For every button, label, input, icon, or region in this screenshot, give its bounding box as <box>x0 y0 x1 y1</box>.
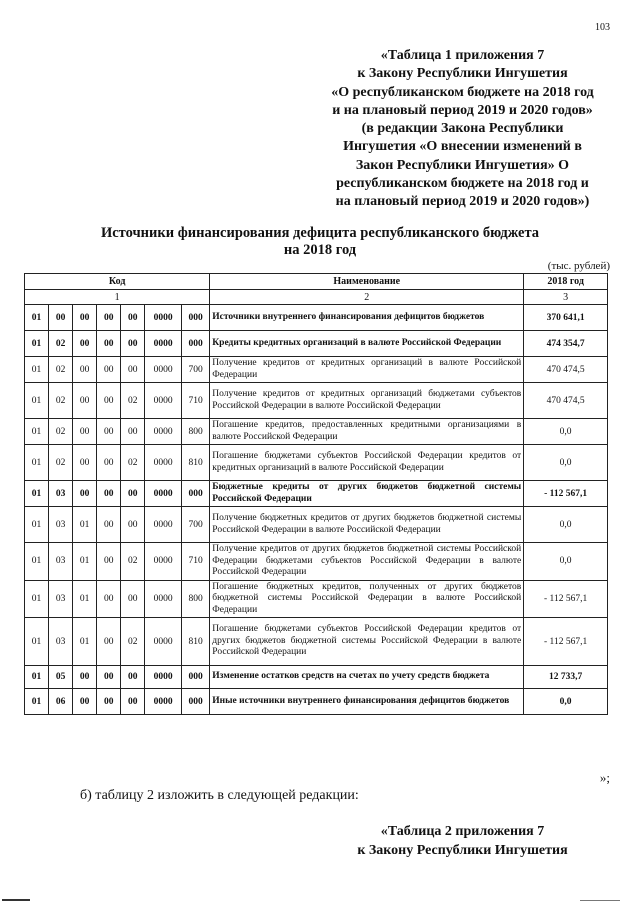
next-table-header-line: «Таблица 2 приложения 7 <box>380 824 545 839</box>
code-segment-cell: 00 <box>73 666 97 689</box>
code-segment-cell: 00 <box>97 666 121 689</box>
code-segment-cell: 01 <box>25 383 49 419</box>
code-segment-cell: 00 <box>73 331 97 357</box>
units-label: (тыс. рублей) <box>547 260 610 272</box>
row-name-cell: Источники внутреннего финансирования дефицитов бюджетов <box>210 305 524 331</box>
code-segment-cell: 00 <box>121 689 145 715</box>
code-segment-cell: 0000 <box>145 666 182 689</box>
code-segment-cell: 01 <box>25 689 49 715</box>
code-segment-cell: 00 <box>121 666 145 689</box>
scan-edge-mark <box>580 900 620 901</box>
column-number: 3 <box>524 290 608 305</box>
code-segment-cell: 00 <box>121 507 145 543</box>
code-segment-cell: 01 <box>25 618 49 666</box>
row-value-cell: - 112 567,1 <box>524 618 608 666</box>
code-segment-cell: 01 <box>25 445 49 481</box>
code-segment-cell: 00 <box>73 419 97 445</box>
code-segment-cell: 0000 <box>145 419 182 445</box>
code-segment-cell: 02 <box>49 383 73 419</box>
row-name-cell: Получение кредитов от других бюджетов бюджетной системы Российской Федерации бюджетами субъектов Российской Федерации в валюте Российской Федерации <box>210 543 524 581</box>
code-segment-cell: 01 <box>25 507 49 543</box>
code-segment-cell: 00 <box>121 305 145 331</box>
code-segment-cell: 810 <box>181 618 209 666</box>
table-row <box>25 445 608 481</box>
table-row <box>25 331 608 357</box>
row-name-cell: Получение кредитов от кредитных организаций в валюте Российской Федерации <box>210 357 524 383</box>
row-value-cell: 0,0 <box>524 507 608 543</box>
code-segment-cell: 02 <box>121 618 145 666</box>
code-segment-cell: 03 <box>49 507 73 543</box>
code-segment-cell: 00 <box>73 481 97 507</box>
row-value-cell: - 112 567,1 <box>524 481 608 507</box>
annex-header-line: республиканском бюджете на 2018 год и <box>336 176 589 192</box>
table-row <box>25 689 608 715</box>
annex-header-line: «О республиканском бюджете на 2018 год <box>331 84 594 100</box>
code-segment-cell: 0000 <box>145 331 182 357</box>
code-segment-cell: 01 <box>73 543 97 581</box>
code-segment-cell: 02 <box>121 543 145 581</box>
code-segment-cell: 800 <box>181 580 209 618</box>
annex-header-line: на плановый период 2019 и 2020 годов») <box>335 194 590 210</box>
row-name-cell: Погашение бюджетами субъектов Российской Федерации кредитов от других бюджетов бюджетной системы Российской Федерации в валюте Российской Федерации <box>210 618 524 666</box>
table-title-line: Источники финансирования дефицита республиканского бюджета <box>100 225 540 241</box>
code-segment-cell: 01 <box>25 481 49 507</box>
code-segment-cell: 000 <box>181 666 209 689</box>
code-segment-cell: 00 <box>73 357 97 383</box>
code-segment-cell: 02 <box>49 445 73 481</box>
row-name-cell: Получение бюджетных кредитов от других бюджетов бюджетной системы Российской Федерации в валюте Российской Федерации <box>210 507 524 543</box>
annex-header-line: «Таблица 1 приложения 7 <box>380 48 545 63</box>
code-segment-cell: 000 <box>181 689 209 715</box>
next-table-header-line: к Закону Республики Ингушетия <box>357 842 568 858</box>
code-segment-cell: 000 <box>181 305 209 331</box>
code-segment-cell: 0000 <box>145 383 182 419</box>
code-segment-cell: 01 <box>73 618 97 666</box>
code-segment-cell: 01 <box>73 580 97 618</box>
row-name-cell: Погашение кредитов, предоставленных кредитными организациями в валюте Российской Федерации <box>210 419 524 445</box>
row-value-cell: - 112 567,1 <box>524 580 608 618</box>
row-name-cell: Иные источники внутреннего финансирования дефицитов бюджетов <box>210 689 524 715</box>
column-number: 1 <box>25 290 210 305</box>
code-segment-cell: 01 <box>25 419 49 445</box>
code-segment-cell: 00 <box>97 507 121 543</box>
code-segment-cell: 02 <box>49 357 73 383</box>
row-value-cell: 370 641,1 <box>524 305 608 331</box>
code-segment-cell: 0000 <box>145 357 182 383</box>
code-segment-cell: 0000 <box>145 445 182 481</box>
code-segment-cell: 710 <box>181 543 209 581</box>
row-name-cell: Погашение бюджетами субъектов Российской Федерации кредитов от кредитных организаций в валюте Российской Федерации <box>210 445 524 481</box>
row-name-cell: Изменение остатков средств на счетах по учету средств бюджета <box>210 666 524 689</box>
table-title-line: на 2018 год <box>283 242 357 258</box>
code-segment-cell: 01 <box>25 580 49 618</box>
code-segment-cell: 710 <box>181 383 209 419</box>
code-segment-cell: 00 <box>121 357 145 383</box>
table-row <box>25 357 608 383</box>
body-text: б) таблицу 2 изложить в следующей редакции: <box>80 788 359 803</box>
table-row <box>25 305 608 331</box>
code-segment-cell: 03 <box>49 481 73 507</box>
code-segment-cell: 00 <box>97 419 121 445</box>
header-name: Наименование <box>210 274 524 290</box>
code-segment-cell: 000 <box>181 481 209 507</box>
table-row <box>25 383 608 419</box>
annex-header-line: к Закону Республики Ингушетия <box>357 66 568 82</box>
code-segment-cell: 00 <box>97 689 121 715</box>
financing-sources-table <box>24 273 608 715</box>
code-segment-cell: 06 <box>49 689 73 715</box>
table-body <box>25 305 608 715</box>
row-name-cell: Получение кредитов от кредитных организаций бюджетами субъектов Российской Федерации в валюте Российской Федерации <box>210 383 524 419</box>
code-segment-cell: 01 <box>25 357 49 383</box>
code-segment-cell: 00 <box>97 305 121 331</box>
code-segment-cell: 01 <box>25 305 49 331</box>
code-segment-cell: 01 <box>25 331 49 357</box>
code-segment-cell: 02 <box>49 419 73 445</box>
code-segment-cell: 0000 <box>145 689 182 715</box>
code-segment-cell: 03 <box>49 580 73 618</box>
annex-header-line: (в редакции Закона Республики <box>361 121 564 137</box>
next-table-header <box>340 823 585 860</box>
row-name-cell: Погашение бюджетных кредитов, полученных от других бюджетов бюджетной системы Российской Федерации в валюте Российской Федерации <box>210 580 524 618</box>
row-value-cell: 470 474,5 <box>524 383 608 419</box>
code-segment-cell: 00 <box>121 419 145 445</box>
page-number: 103 <box>595 22 610 33</box>
code-segment-cell: 02 <box>121 445 145 481</box>
row-name-cell: Кредиты кредитных организаций в валюте Российской Федерации <box>210 331 524 357</box>
table-closing-mark: »; <box>599 770 610 785</box>
code-segment-cell: 01 <box>25 666 49 689</box>
header-code: Код <box>25 274 210 290</box>
row-value-cell: 474 354,7 <box>524 331 608 357</box>
table-row <box>25 580 608 618</box>
code-segment-cell: 03 <box>49 543 73 581</box>
row-name-cell: Бюджетные кредиты от других бюджетов бюджетной системы Российской Федерации <box>210 481 524 507</box>
code-segment-cell: 0000 <box>145 580 182 618</box>
annex-header <box>300 47 625 212</box>
row-value-cell: 0,0 <box>524 689 608 715</box>
table-row <box>25 507 608 543</box>
annex-header-line: и на плановый период 2019 и 2020 годов» <box>332 102 593 118</box>
annex-header-line: Закон Республики Ингушетия» О <box>355 157 570 173</box>
row-value-cell: 0,0 <box>524 543 608 581</box>
code-segment-cell: 00 <box>73 305 97 331</box>
row-value-cell: 12 733,7 <box>524 666 608 689</box>
code-segment-cell: 0000 <box>145 481 182 507</box>
row-value-cell: 0,0 <box>524 445 608 481</box>
code-segment-cell: 00 <box>97 580 121 618</box>
code-segment-cell: 00 <box>97 357 121 383</box>
code-segment-cell: 00 <box>49 305 73 331</box>
table-row <box>25 543 608 581</box>
row-value-cell: 0,0 <box>524 419 608 445</box>
code-segment-cell: 000 <box>181 331 209 357</box>
code-segment-cell: 03 <box>49 618 73 666</box>
code-segment-cell: 0000 <box>145 305 182 331</box>
code-segment-cell: 00 <box>97 445 121 481</box>
code-segment-cell: 0000 <box>145 507 182 543</box>
code-segment-cell: 00 <box>97 383 121 419</box>
code-segment-cell: 01 <box>73 507 97 543</box>
column-number: 2 <box>210 290 524 305</box>
table-title <box>40 225 600 259</box>
code-segment-cell: 00 <box>73 689 97 715</box>
table-row <box>25 666 608 689</box>
table-row <box>25 618 608 666</box>
code-segment-cell: 00 <box>121 580 145 618</box>
code-segment-cell: 00 <box>73 445 97 481</box>
code-segment-cell: 0000 <box>145 618 182 666</box>
table-row <box>25 481 608 507</box>
code-segment-cell: 01 <box>25 543 49 581</box>
scan-edge-mark <box>2 899 30 901</box>
table-row <box>25 419 608 445</box>
code-segment-cell: 810 <box>181 445 209 481</box>
code-segment-cell: 00 <box>97 618 121 666</box>
code-segment-cell: 00 <box>121 481 145 507</box>
row-value-cell: 470 474,5 <box>524 357 608 383</box>
code-segment-cell: 800 <box>181 419 209 445</box>
code-segment-cell: 0000 <box>145 543 182 581</box>
header-year: 2018 год <box>524 274 608 290</box>
code-segment-cell: 00 <box>97 481 121 507</box>
code-segment-cell: 700 <box>181 357 209 383</box>
code-segment-cell: 05 <box>49 666 73 689</box>
code-segment-cell: 02 <box>121 383 145 419</box>
annex-header-line: Ингушетия «О внесении изменений в <box>343 139 582 155</box>
code-segment-cell: 00 <box>73 383 97 419</box>
code-segment-cell: 02 <box>49 331 73 357</box>
code-segment-cell: 00 <box>121 331 145 357</box>
code-segment-cell: 00 <box>97 543 121 581</box>
code-segment-cell: 00 <box>97 331 121 357</box>
code-segment-cell: 700 <box>181 507 209 543</box>
